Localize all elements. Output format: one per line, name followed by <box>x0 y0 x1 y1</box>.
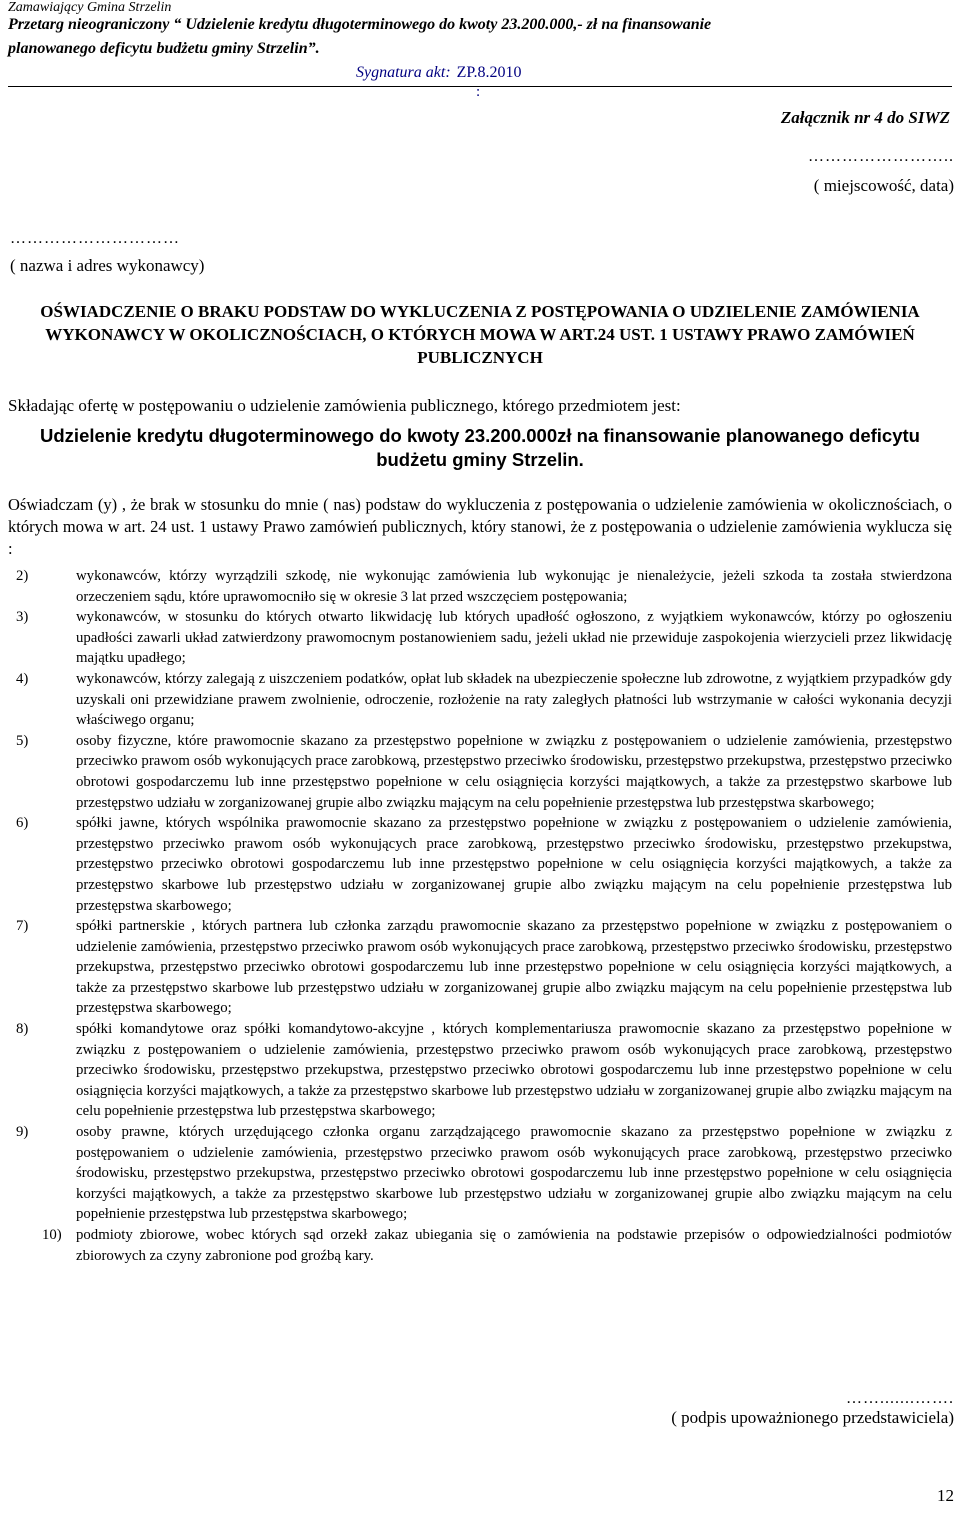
signature-dots: …….......……. <box>846 1390 954 1407</box>
list-item-text: podmioty zbiorowe, wobec których sąd orzekł zakaz ubiegania się o zamówienia na podstawie przepisów o odpowiedzialności podmiotów zbiorowych za czyny zabronione pod groźbą kary. <box>76 1227 952 1264</box>
list-item-number: 4) <box>16 670 29 687</box>
signature-value: ZP.8.2010 <box>456 64 522 81</box>
header-organization: Zamawiający Gmina Strzelin <box>8 0 172 15</box>
header-colon: : <box>476 84 481 100</box>
list-item-number: 9) <box>16 1124 29 1141</box>
list-item <box>8 1019 952 1122</box>
header-tender-title-line-2: planowanego deficytu budżetu gminy Strzelin”. <box>8 40 320 57</box>
list-item-text: spółki jawne, których wspólnika prawomocnie skazano za przestępstwo popełnione w związku z postępowaniem o udzielenie zamówienia, przestępstwo przeciwko prawom osób wykonujących prace zarobkową, przestępstwo przeciwko środowisku, przestępstwo przekupstwa, przestępstwo przeciwko obrotowi gospodarczemu lub inne przestępstwo popełnione w celu osiągnięcia korzyści majątkowych, a także za przestępstwo skarbowe lub przestępstwo udziału w zorganizowanej grupie albo związku mającym na celu popełnienie przestępstwa lub przestępstwa skarbowego; <box>76 815 952 914</box>
list-item-text: osoby fizyczne, które prawomocnie skazano za przestępstwo popełnione w związku z postępowaniem o udzielenie zamówienia, przestępstwo przeciwko prawom osób wykonujących prace zarobkową, przestępstwo przeciwko środowisku, przestępstwo przekupstwa, przestępstwo przeciwko obrotowi gospodarczemu lub inne przestępstwo popełnione w celu osiągnięcia korzyści majątkowych, a także za przestępstwo skarbowe lub przestępstwo udziału w zorganizowanej grupie albo związku mającym na celu popełnienie przestępstwa lub przestępstwa skarbowego; <box>76 732 952 811</box>
header-signature <box>356 64 522 82</box>
list-item-number: 10) <box>42 1227 62 1243</box>
list-item <box>8 813 952 916</box>
list-item-number: 5) <box>16 732 29 749</box>
list-item-number: 7) <box>16 918 29 935</box>
list-item <box>8 607 952 669</box>
annex-label: Załącznik nr 4 do SIWZ <box>780 108 950 127</box>
contractor-dots: ………………………… <box>10 230 180 247</box>
exclusion-list <box>8 566 952 1266</box>
signature-label: Sygnatura akt: <box>356 64 451 81</box>
list-item-text: osoby prawne, których urzędującego członka organu zarządzającego prawomocnie skazano za przestępstwo popełnione w związku z postępowaniem o udzielenie zamówienia, przestępstwo przeciwko prawom osób wykonujących prace zarobkową, przestępstwo przeciwko środowisku, przestępstwo przekupstwa, przestępstwo przeciwko obrotowi gospodarczemu lub inne przestępstwo popełnione w celu osiągnięcia korzyści majątkowych, a także za przestępstwo skarbowe lub przestępstwo udziału w zorganizowanej grupie albo związku mającym na celu popełnienie przestępstwa lub przestępstwa skarbowego; <box>76 1124 952 1223</box>
place-date-dots: …………………….. <box>808 148 954 165</box>
list-item-text: wykonawców, którzy zalegają z uiszczeniem podatków, opłat lub składek na ubezpieczenie społeczne lub zdrowotne, z wyjątkiem przypadków gdy uzyskali oni przewidziane prawem zwolnienie, odroczenie, rozłożenie na raty zaległych płatności lub wstrzymanie w całości wykonania decyzji właściwego organu; <box>76 670 952 729</box>
page-number: 12 <box>937 1486 954 1505</box>
list-item-number: 2) <box>16 568 29 584</box>
list-item <box>8 916 952 1019</box>
intro-text: Składając ofertę w postępowaniu o udzielenie zamówienia publicznego, którego przedmiotem jest: <box>8 396 681 415</box>
declaration-text: Oświadczam (y) , że brak w stosunku do mnie ( nas) podstaw do wykluczenia z postępowania o udzielenie zamówienia w okolicznościach, o których mowa w art. 24 ust. 1 ustawy Prawo zamówień publicznych, który stanowi, że z postępowania o udzielenie zamówienia wyklucza się : <box>8 495 952 558</box>
list-item <box>8 566 952 607</box>
list-item <box>8 731 952 813</box>
list-item-number: 6) <box>16 815 29 832</box>
list-item-number: 8) <box>16 1021 29 1038</box>
list-item <box>8 1122 952 1225</box>
list-item <box>8 669 952 731</box>
contractor-label: ( nazwa i adres wykonawcy) <box>10 256 205 275</box>
signature-label: ( podpis upoważnionego przedstawiciela) <box>671 1408 954 1427</box>
statement-title: OŚWIADCZENIE O BRAKU PODSTAW DO WYKLUCZENIA Z POSTĘPOWANIA O UDZIELENIE ZAMÓWIENIA WYKONAWCY W OKOLICZNOŚCIACH, O KTÓRYCH MOWA W ART.24 UST. 1 USTAWY PRAWO ZAMÓWIEŃ PUBLICZNYCH <box>40 302 920 367</box>
list-item-text: wykonawców, w stosunku do których otwarto likwidację lub których upadłość ogłoszono, z wyjątkiem wykonawców, którzy po ogłoszeniu upadłości zawarli układ zatwierdzony prawomocnym postanowieniem sadu, jeżeli układ nie przewiduje zaspokojenia wierzycieli przez likwidację majątku upadłego; <box>76 609 952 667</box>
list-item-text: spółki komandytowe oraz spółki komandytowo-akcyjne , których komplementariusza prawomocnie skazano za przestępstwo popełnione w związku z postępowaniem o udzielenie zamówienia, przestępstwo przeciwko prawom osób wykonujących prace zarobkową, przestępstwo przeciwko środowisku, przestępstwo przekupstwa, przestępstwo przeciwko obrotowi gospodarczemu lub inne przestępstwo popełnione w celu osiągnięcia korzyści majątkowych, a także za przestępstwo skarbowe lub przestępstwo udziału w zorganizowanej grupie albo związku mającym na celu popełnienie przestępstwa lub przestępstwa skarbowego; <box>76 1021 952 1120</box>
header-tender-title-line-1: Przetarg nieograniczony “ Udzielenie kredytu długoterminowego do kwoty 23.200.000,- zł na finansowanie <box>8 16 712 33</box>
list-item-number: 3) <box>16 609 29 626</box>
list-item-text: spółki partnerskie , których partnera lub członka zarządu prawomocnie skazano za przestępstwo popełnione w związku z postępowaniem o udzielenie zamówienia, przestępstwo przeciwko prawom osób wykonujących prace zarobkową, przestępstwo przeciwko środowisku, przestępstwo przekupstwa, przestępstwo przeciwko obrotowi gospodarczemu lub inne przestępstwo popełnione w celu osiągnięcia korzyści majątkowych, a także za przestępstwo skarbowe lub przestępstwo udziału w zorganizowanej grupie albo związku mającym na celu popełnienie przestępstwa lub przestępstwa skarbowego; <box>76 918 952 1017</box>
contract-subject: Udzielenie kredytu długoterminowego do kwoty 23.200.000zł na finansowanie planowanego deficytu budżetu gminy Strzelin. <box>40 425 920 470</box>
list-item <box>8 1225 952 1266</box>
list-item-text: wykonawców, którzy wyrządzili szkodę, nie wykonując zamówienia lub wykonując je nienależycie, jeżeli szkoda ta została stwierdzona orzeczeniem sądu, które uprawomocniło się w okresie 3 lat przed wszczęciem postępowania; <box>76 568 952 605</box>
place-date-label: ( miejscowość, data) <box>813 176 954 195</box>
